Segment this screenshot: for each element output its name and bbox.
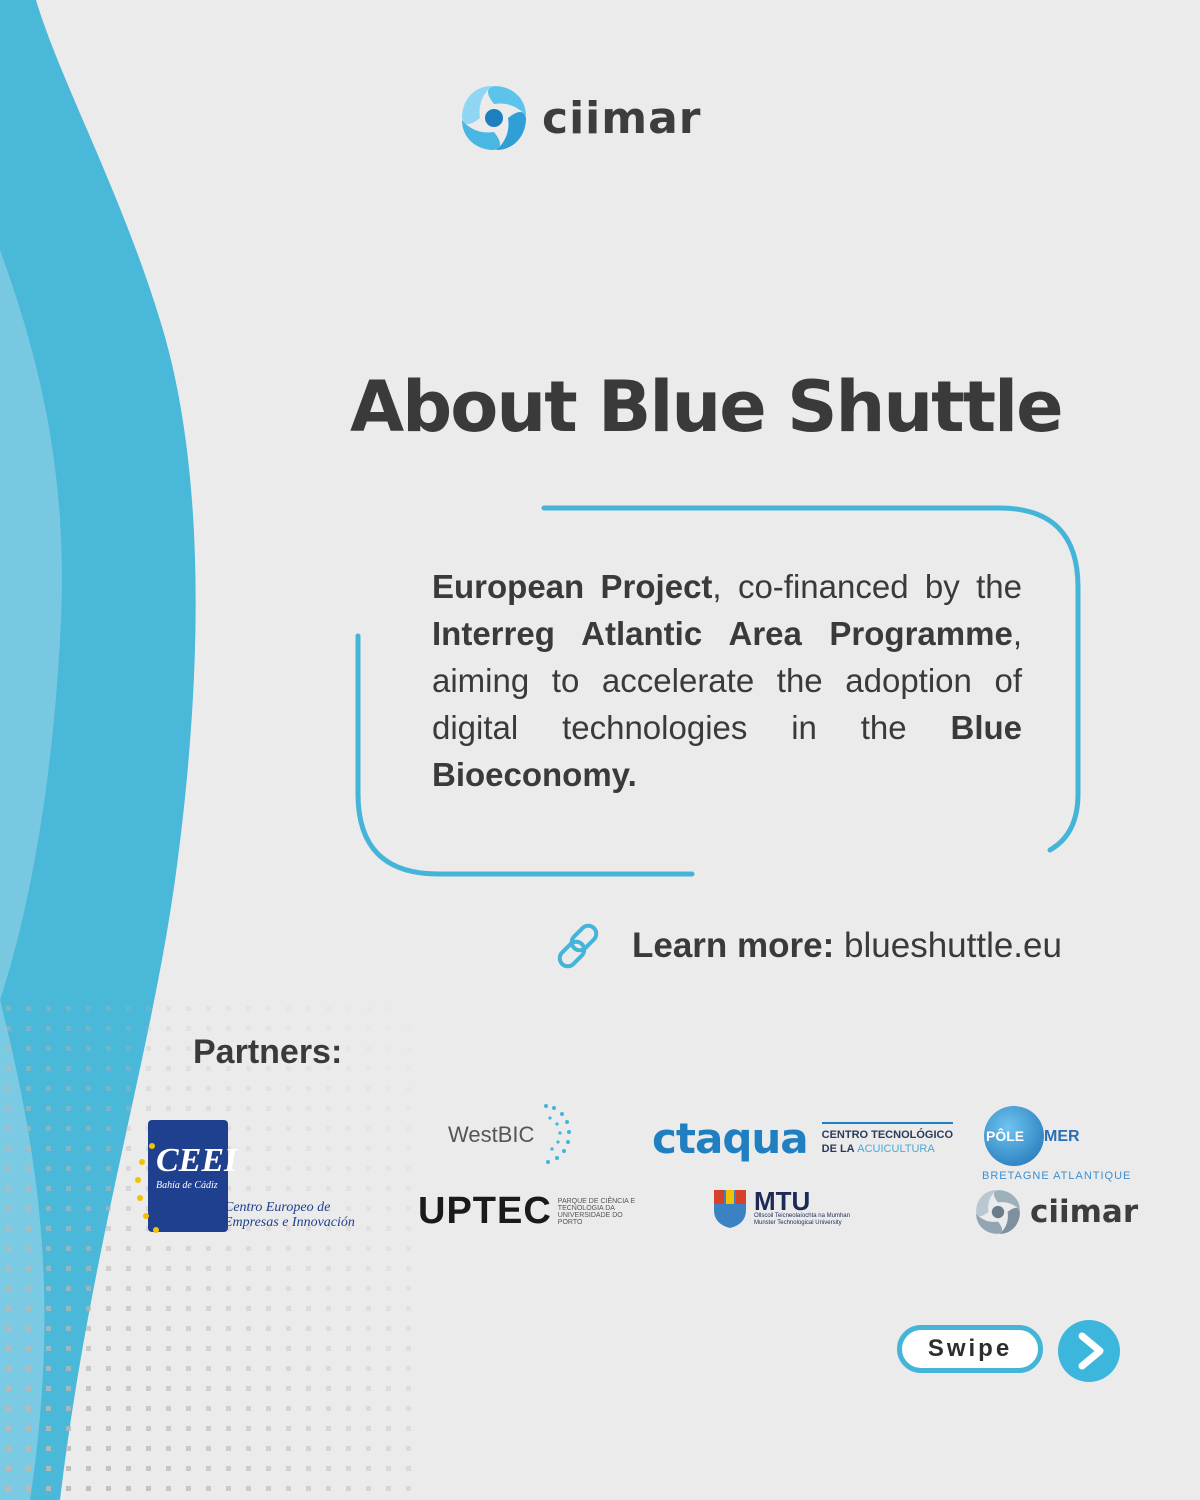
- mtu-logo: MTU Ollscoil Teicneolaíochta na Mumhan Munster Technological University: [712, 1186, 850, 1230]
- chevron-right-icon: [1058, 1320, 1120, 1382]
- learn-more-label: Learn more:: [632, 926, 835, 965]
- learn-more[interactable]: [554, 920, 1062, 972]
- ciimar-logo: [456, 80, 701, 156]
- eu-stars-icon: [132, 1138, 172, 1238]
- ceei-logo: CEEI Bahía de Cádiz Centro Europeo de Empresas e Innovación: [130, 1118, 370, 1238]
- page-title: About Blue Shuttle: [350, 366, 1062, 448]
- ctaqua-logo: ctaqua CENTRO TECNOLÓGICO DE LA ACUICULTURA: [652, 1114, 954, 1163]
- link-icon: [554, 920, 606, 972]
- polemer-logo: PÔLE MER BRETAGNE ATLANTIQUE: [978, 1106, 1148, 1186]
- ciimar-partner-logo: ciimar: [972, 1186, 1138, 1238]
- swipe-button[interactable]: Swipe: [897, 1325, 1043, 1373]
- ciimar-logo-icon: [456, 80, 532, 156]
- learn-more-link[interactable]: blueshuttle.eu: [844, 926, 1062, 965]
- westbic-dots-icon: [540, 1100, 580, 1170]
- partners-heading: Partners:: [193, 1033, 343, 1071]
- project-description: European Project, co-financed by the Interreg Atlantic Area Programme, aiming to accelerate the adoption of digital technologies in the Blue Bioeconomy.: [432, 568, 1022, 793]
- westbic-logo: WestBIC: [448, 1100, 580, 1170]
- ciimar-wordmark: ciimar: [542, 92, 702, 144]
- dot-pattern: [0, 1000, 420, 1500]
- uptec-logo: UPTEC PARQUE DE CIÊNCIA E TECNOLOGIA DA UNIVERSIDADE DO PORTO: [418, 1190, 636, 1232]
- next-button[interactable]: [1058, 1320, 1120, 1382]
- mtu-shield-icon: [712, 1186, 748, 1230]
- ciimar-partner-icon: [972, 1186, 1024, 1238]
